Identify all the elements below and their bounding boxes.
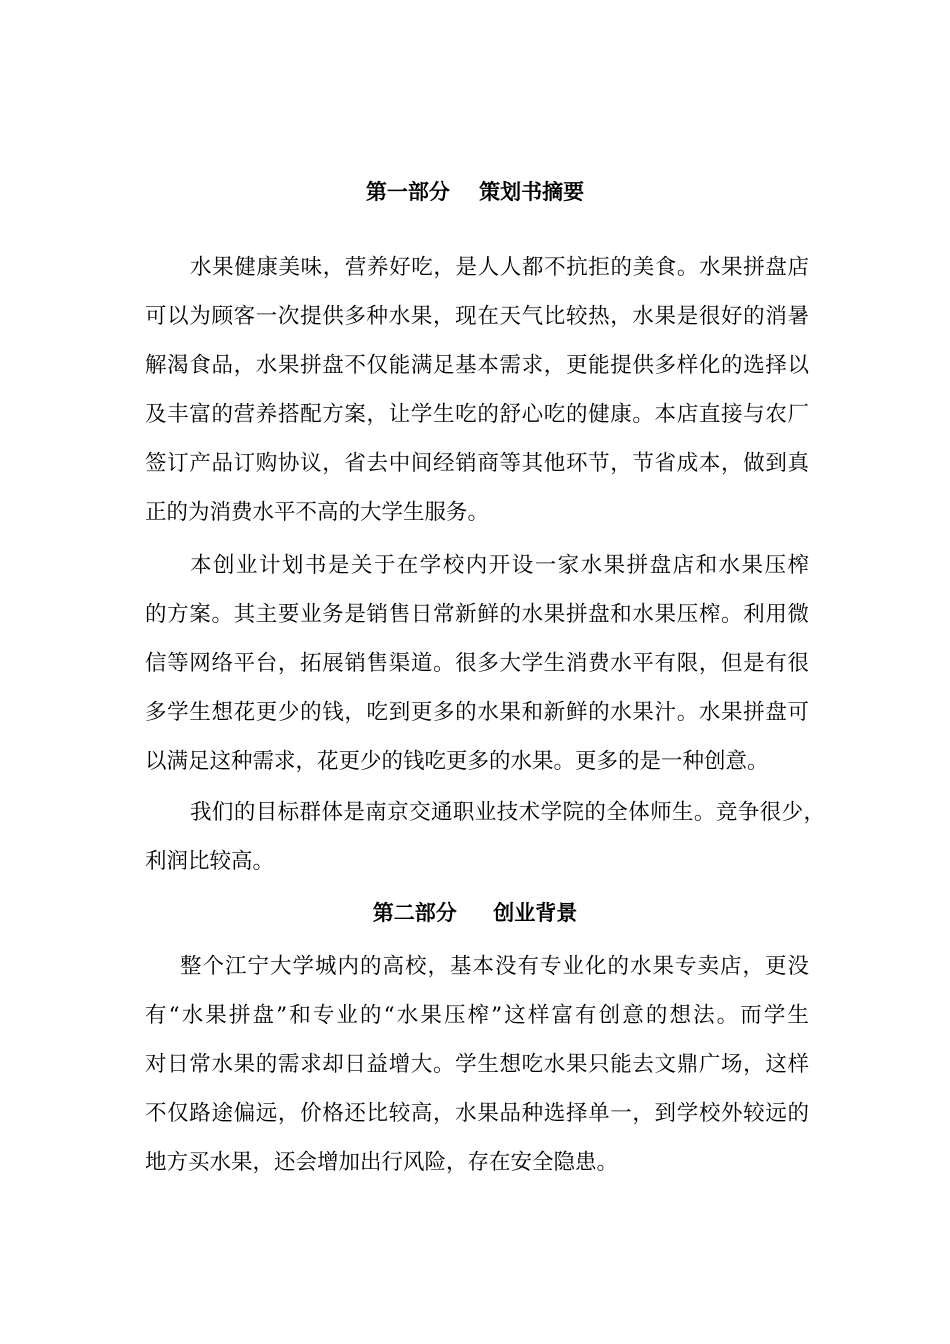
text-line: 解渴食品，水果拼盘不仅能满足基本需求，更能提供多样化的选择以 (145, 353, 809, 378)
text-line: 我们的目标群体是南京交通职业技术学院的全体师生。竞争很少， (190, 800, 825, 825)
summary-paragraph-2 (145, 541, 809, 786)
summary-paragraph-1 (145, 243, 809, 537)
text-line: 对日常水果的需求却日益增大。学生想吃水果只能去文鼎广场，这样 (145, 1052, 809, 1077)
summary-paragraph-3 (145, 788, 825, 886)
text-line: 有“水果拼盘”和专业的“水果压榨”这样富有创意的想法。而学生 (145, 1003, 809, 1028)
text-line: 地方买水果，还会增加出行风险，存在安全隐患。 (145, 1150, 619, 1175)
text-line: 正的为消费水平不高的大学生服务。 (145, 500, 490, 525)
text-line: 本创业计划书是关于在学校内开设一家水果拼盘店和水果压榨 (190, 553, 809, 578)
text-line: 签订产品订购协议，省去中间经销商等其他环节，节省成本，做到真 (145, 451, 809, 476)
text-line: 水果健康美味，营养好吃，是人人都不抗拒的美食。水果拼盘店 (190, 255, 809, 280)
text-line: 的方案。其主要业务是销售日常新鲜的水果拼盘和水果压榨。利用微 (145, 602, 809, 627)
text-line: 利润比较高。 (145, 849, 275, 874)
text-line: 及丰富的营养搭配方案，让学生吃的舒心吃的健康。本店直接与农厂 (145, 402, 809, 427)
text-line: 多学生想花更少的钱，吃到更多的水果和新鲜的水果汁。水果拼盘可 (145, 700, 809, 725)
text-line: 不仅路途偏远，价格还比较高，水果品种选择单一，到学校外较远的 (145, 1101, 809, 1126)
background-paragraph-1 (145, 942, 809, 1187)
text-line: 信等网络平台，拓展销售渠道。很多大学生消费水平有限，但是有很 (145, 651, 809, 676)
section-1-title: 第一部分 策划书摘要 (365, 179, 585, 204)
text-line: 可以为顾客一次提供多种水果，现在天气比较热，水果是很好的消暑 (145, 304, 809, 329)
text-line: 以满足这种需求，花更少的钱吃更多的水果。更多的是一种创意。 (145, 749, 769, 774)
section-2-title: 第二部分 创业背景 (372, 900, 578, 925)
text-line: 整个江宁大学城内的高校，基本没有专业化的水果专卖店，更没 (180, 954, 809, 979)
